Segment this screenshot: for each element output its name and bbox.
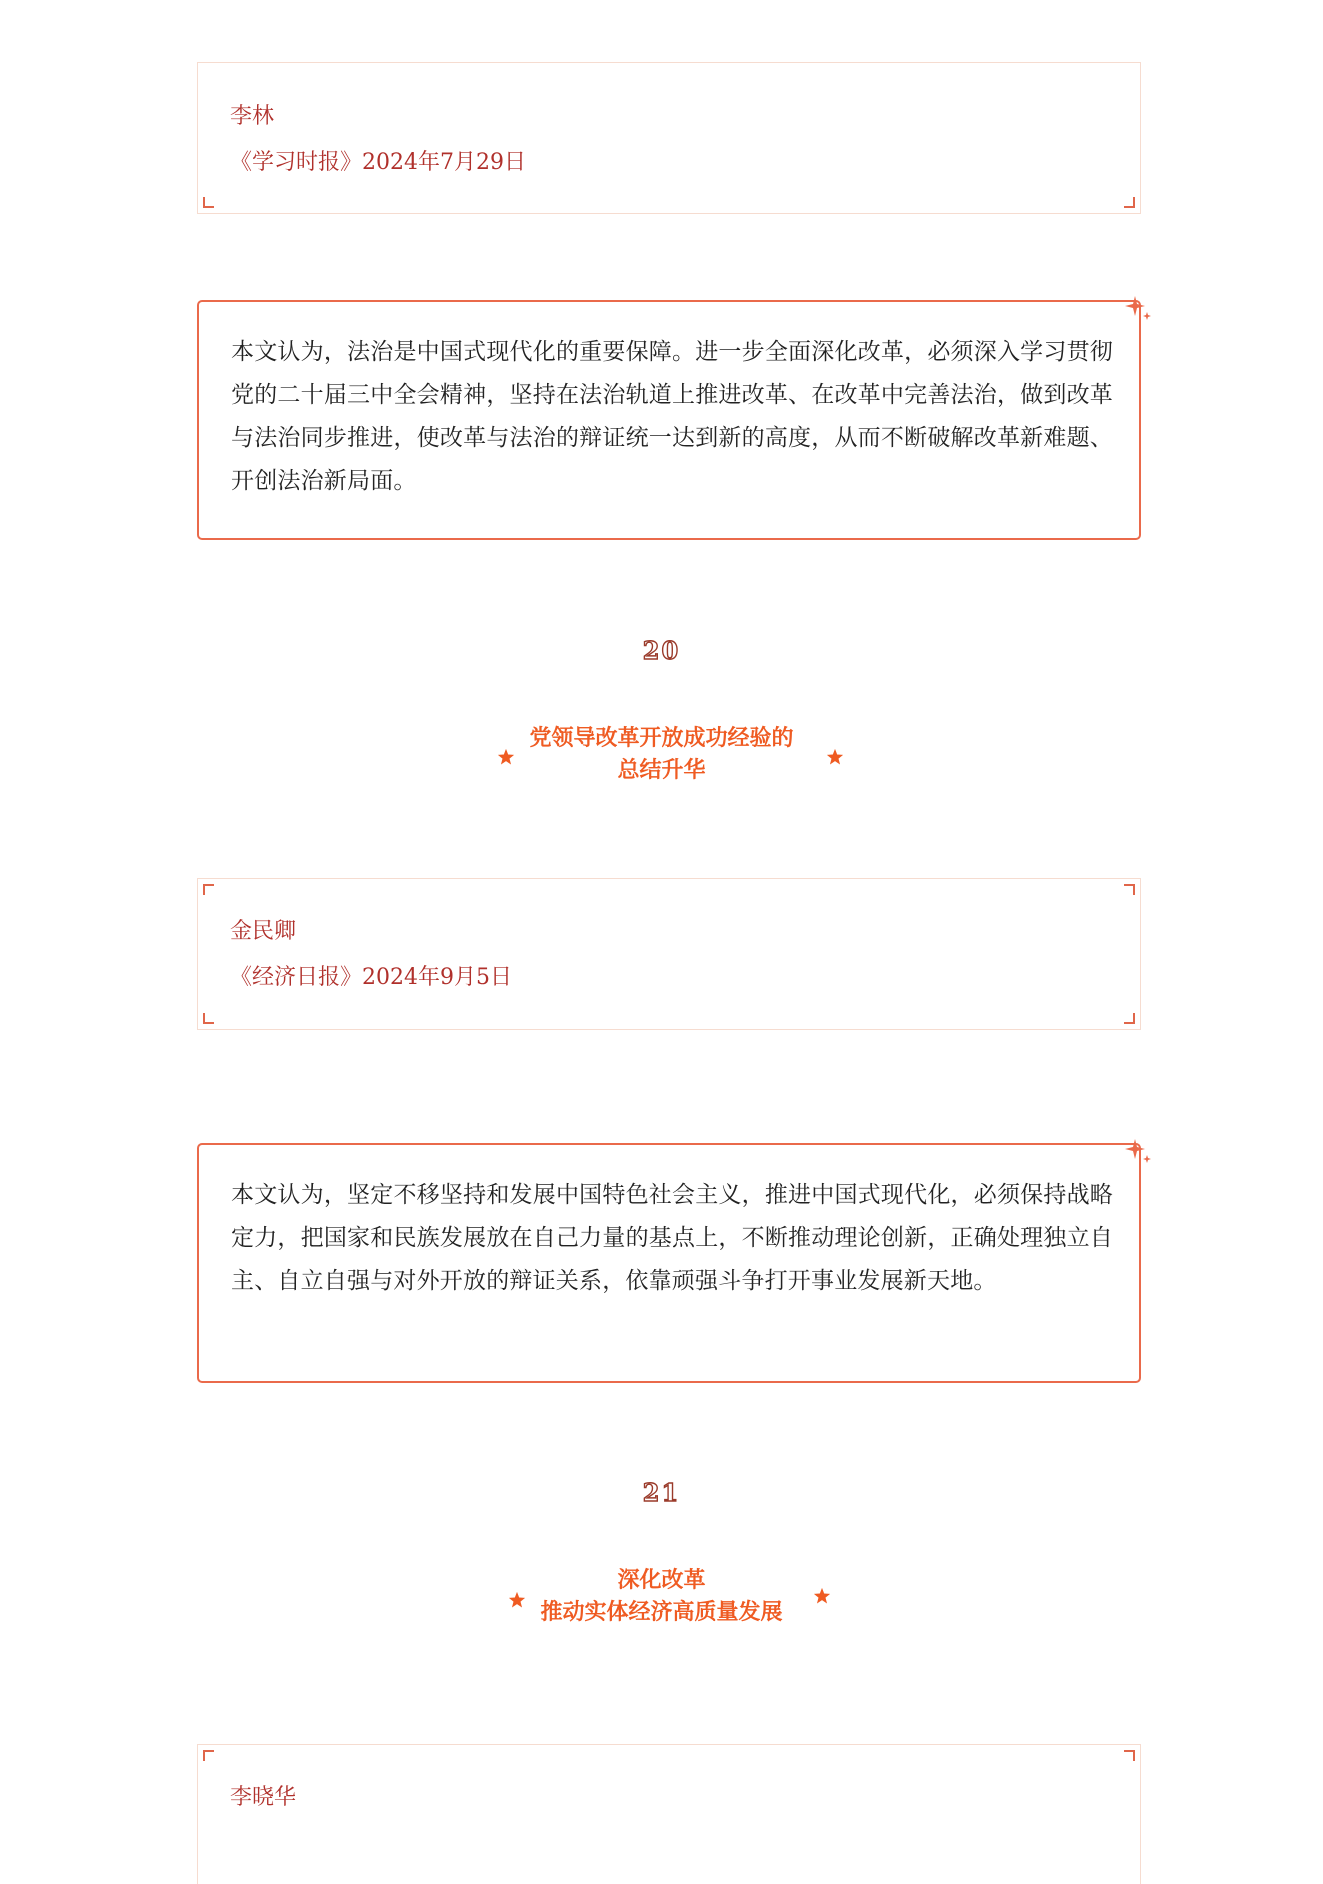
section-title <box>0 723 1323 787</box>
corner-ornament <box>203 1750 214 1761</box>
corner-ornament <box>1124 884 1135 895</box>
section-number: 21 <box>642 1478 681 1507</box>
star-icon <box>497 748 515 766</box>
section-title-line: 深化改革 <box>617 1568 706 1593</box>
author-card <box>197 878 1141 1030</box>
summary-card <box>197 300 1141 540</box>
star-icon <box>813 1587 831 1605</box>
summary-text: 本文认为，法治是中国式现代化的重要保障。进一步全面深化改革，必须深入学习贯彻党的二十届三中全会精神，坚持在法治轨道上推进改革、在改革中完善法治，做到改革与法治同步推进，使改革与法治的辩证统一达到新的高度，从而不断破解改革新难题、开创法治新局面。 <box>231 339 1113 494</box>
corner-ornament <box>203 884 214 895</box>
star-icon <box>826 748 844 766</box>
publication-source: 《经济日报》2024年9月5日 <box>230 965 512 990</box>
section-title-line: 推动实体经济高质量发展 <box>540 1600 783 1625</box>
sparkle-icon <box>1123 1137 1153 1167</box>
corner-ornament <box>1124 197 1135 208</box>
author-name: 金民卿 <box>230 919 297 944</box>
author-card <box>197 62 1141 214</box>
summary-card <box>197 1143 1141 1383</box>
sparkle-icon <box>1123 294 1153 324</box>
publication-source: 《学习时报》2024年7月29日 <box>230 150 526 175</box>
section-title-line: 党领导改革开放成功经验的 <box>529 726 794 751</box>
corner-ornament <box>1124 1013 1135 1024</box>
section-number: 20 <box>642 636 681 665</box>
corner-ornament <box>1124 1750 1135 1761</box>
author-name: 李晓华 <box>230 1785 297 1810</box>
section-title-line: 总结升华 <box>617 758 706 783</box>
corner-ornament <box>203 1013 214 1024</box>
star-icon <box>508 1591 526 1609</box>
corner-ornament <box>203 197 214 208</box>
summary-text: 本文认为，坚定不移坚持和发展中国特色社会主义，推进中国式现代化，必须保持战略定力，把国家和民族发展放在自己力量的基点上，不断推动理论创新，正确处理独立自主、自立自强与对外开放的辩证关系，依靠顽强斗争打开事业发展新天地。 <box>231 1182 1113 1294</box>
author-name: 李林 <box>230 104 275 129</box>
section-title <box>0 1565 1323 1629</box>
author-card <box>197 1744 1141 1884</box>
